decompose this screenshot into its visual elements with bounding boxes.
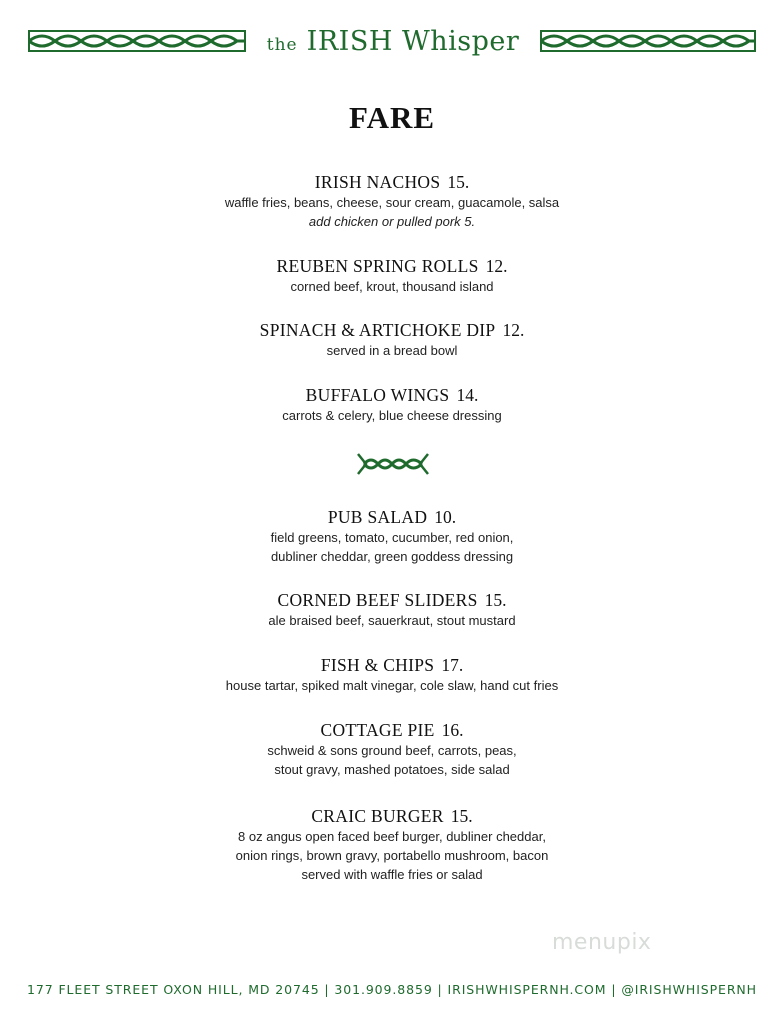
menu-item-description: served with waffle fries or salad — [301, 867, 483, 882]
footer-contact: 177 FLEET STREET OXON HILL, MD 20745 | 301.909.8859 | IRISHWHISPERNH.COM | @IRISHWHISPERNH — [27, 982, 757, 997]
header — [0, 26, 784, 58]
menu-item-pub-salad — [0, 506, 784, 566]
menu-item-price: 17. — [441, 655, 464, 675]
menu-item-name: SPINACH & ARTICHOKE DIP — [259, 320, 496, 340]
menu-item-price: 10. — [434, 507, 457, 527]
menu-item-name: PUB SALAD — [327, 507, 428, 527]
menu-item-price: 15. — [450, 806, 473, 826]
celtic-knot-divider-icon — [356, 452, 430, 476]
menu-item-price: 15. — [484, 590, 507, 610]
menu-item-name: REUBEN SPRING ROLLS — [276, 256, 479, 276]
menu-item-spinach-artichoke-dip — [0, 319, 784, 360]
menu-item-description: schweid & sons ground beef, carrots, peas, — [267, 743, 517, 758]
menu-item-description: field greens, tomato, cucumber, red onion, — [270, 530, 514, 545]
menu-item-description: stout gravy, mashed potatoes, side salad — [274, 762, 510, 777]
menu-item-price: 15. — [447, 172, 470, 192]
menu-item-corned-beef-sliders — [0, 589, 784, 630]
menu-item-name: FISH & CHIPS — [320, 655, 435, 675]
celtic-knot-right-icon — [540, 30, 756, 52]
menu-item-name: CORNED BEEF SLIDERS — [277, 590, 478, 610]
section-title: FARE — [348, 100, 436, 135]
menu-item-header — [0, 719, 784, 741]
brand-logo — [246, 26, 540, 61]
brand-prefix: the — [266, 35, 298, 55]
menu-item-price: 14. — [456, 385, 479, 405]
menu-item-header — [0, 384, 784, 406]
brand-name: IRISH Whisper — [306, 26, 520, 57]
menu-item-description: onion rings, brown gravy, portabello mushroom, bacon — [235, 848, 549, 863]
menu-item-description: corned beef, krout, thousand island — [290, 279, 494, 294]
menu-item-reuben-spring-rolls — [0, 255, 784, 296]
menu-item-name: IRISH NACHOS — [314, 172, 441, 192]
menu-item-irish-nachos — [0, 171, 784, 231]
menu-item-description: carrots & celery, blue cheese dressing — [282, 408, 502, 423]
menu-item-craic-burger — [0, 805, 784, 884]
menu-item-price: 12. — [485, 256, 508, 276]
menu-item-name: CRAIC BURGER — [311, 806, 444, 826]
menu-item-name: BUFFALO WINGS — [305, 385, 450, 405]
menu-item-addon: add chicken or pulled pork 5. — [308, 214, 476, 229]
menu-item-header — [0, 319, 784, 341]
menu-item-header — [0, 171, 784, 193]
menu-item-buffalo-wings — [0, 384, 784, 425]
menu-item-header — [0, 589, 784, 611]
celtic-knot-left-icon — [28, 30, 246, 52]
menu-item-description: ale braised beef, sauerkraut, stout mustard — [268, 613, 516, 628]
menu-item-description: house tartar, spiked malt vinegar, cole slaw, hand cut fries — [225, 678, 559, 693]
menu-item-fish-and-chips — [0, 654, 784, 695]
menu-item-description: served in a bread bowl — [326, 343, 458, 358]
menu-item-description: 8 oz angus open faced beef burger, dubliner cheddar, — [238, 829, 546, 844]
menu-item-header — [0, 506, 784, 528]
menu-item-header — [0, 255, 784, 277]
menu-item-cottage-pie — [0, 719, 784, 779]
menu-item-price: 12. — [502, 320, 525, 340]
menu-item-price: 16. — [441, 720, 464, 740]
watermark: menupix — [552, 930, 652, 955]
menu-item-description: waffle fries, beans, cheese, sour cream, guacamole, salsa — [224, 195, 560, 210]
menu-item-name: COTTAGE PIE — [320, 720, 435, 740]
menu-item-header — [0, 654, 784, 676]
menu-item-header — [0, 805, 784, 827]
menu-item-description: dubliner cheddar, green goddess dressing — [270, 549, 514, 564]
